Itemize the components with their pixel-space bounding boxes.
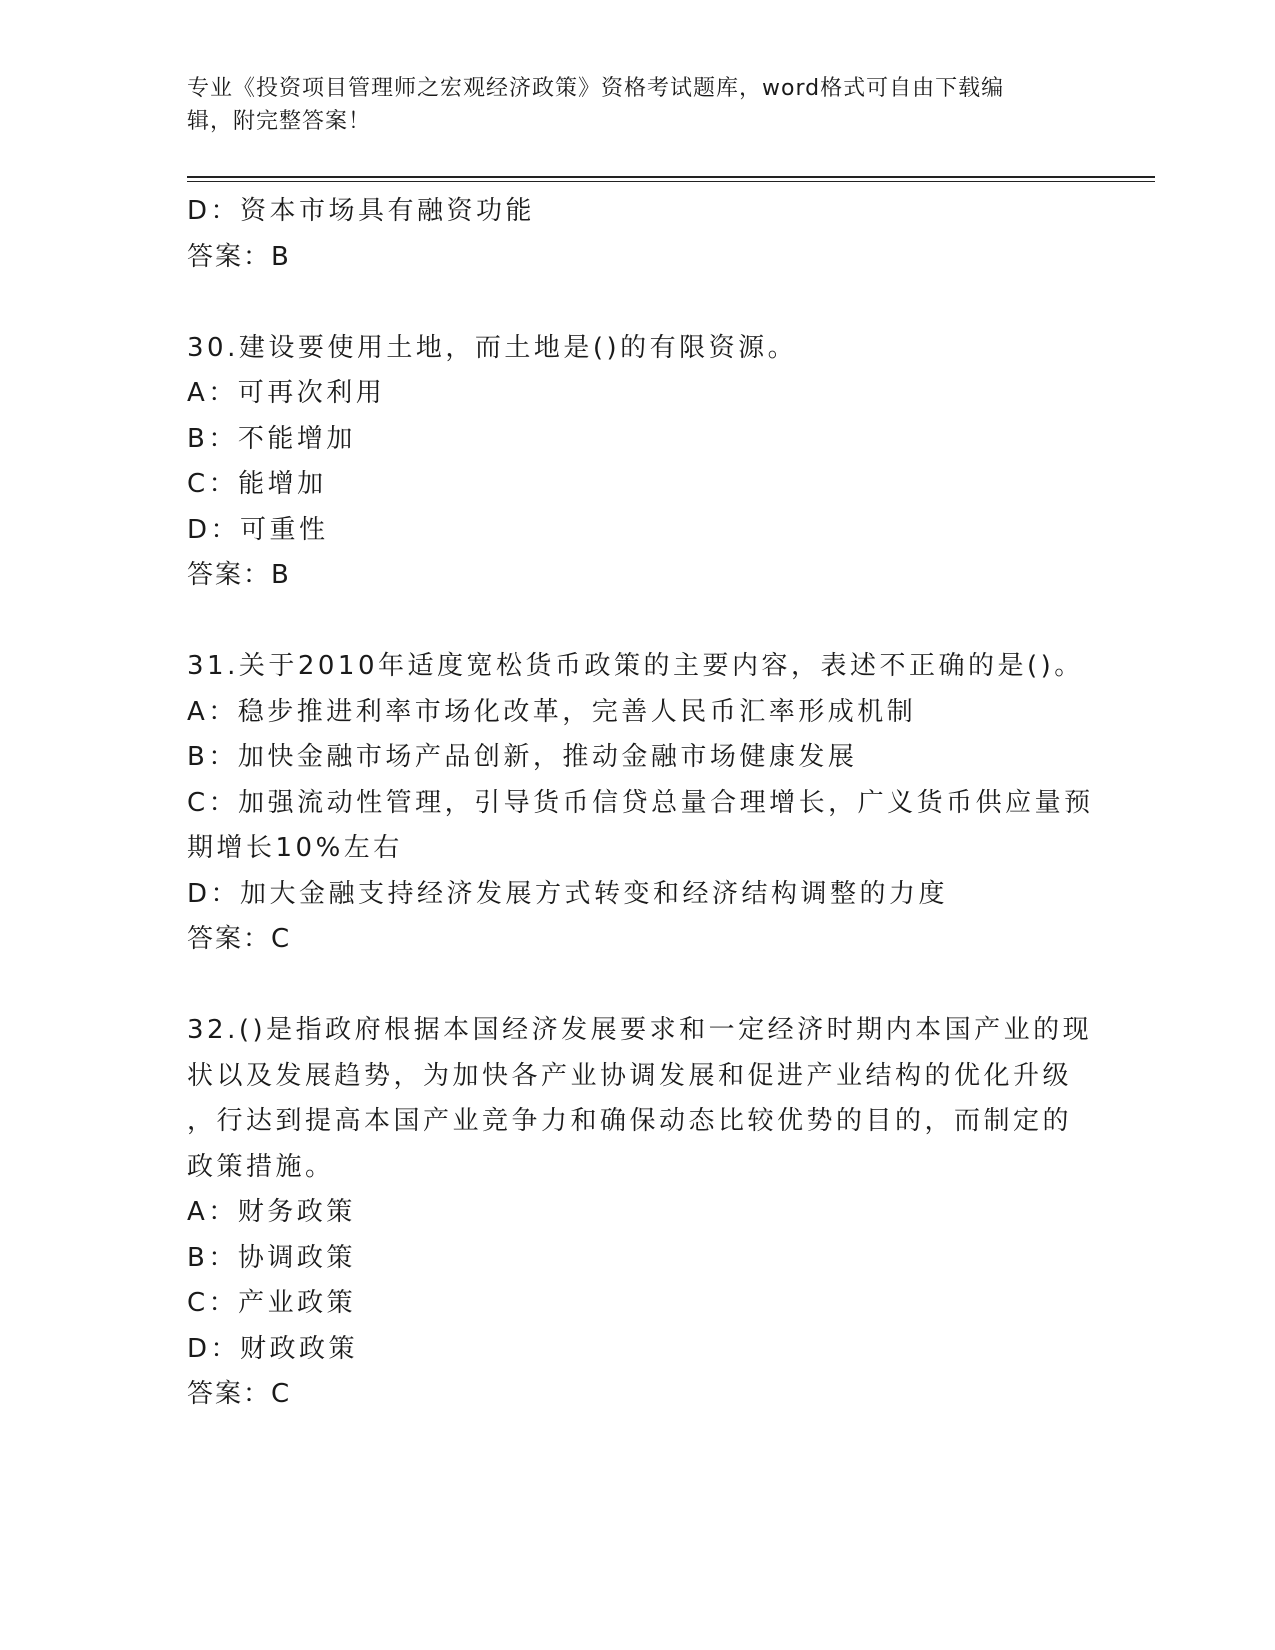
question-list <box>187 189 1094 1418</box>
question-block-29 <box>187 189 1087 280</box>
spacer <box>187 599 1087 645</box>
option-d: D：加大金融支持经济发展方式转变和经济结构调整的力度 <box>187 878 949 909</box>
header-line-1: 专业《投资项目管理师之宏观经济政策》资格考试题库，word格式可自由下载编 <box>187 76 1005 101</box>
answer-line: 答案：C <box>187 1379 292 1409</box>
document-header <box>187 72 1067 138</box>
option-c: C：能增加 <box>187 469 327 499</box>
option-c-line-2: 期增长10%左右 <box>187 833 403 863</box>
option-b: B：协调政策 <box>187 1242 356 1273</box>
option-c-line-1: C：加强流动性管理，引导货币信贷总量合理增长，广义货币供应量预 <box>187 787 1094 818</box>
spacer <box>187 280 1087 326</box>
question-stem-line-1: 32.()是指政府根据本国经济发展要求和一定经济时期内本国产业的现 <box>187 1015 1093 1045</box>
question-stem-line-3: ，行达到提高本国产业竞争力和确保动态比较优势的目的，而制定的 <box>187 1106 1073 1136</box>
option-b: B：不能增加 <box>187 423 356 454</box>
option-d: D：财政政策 <box>187 1333 359 1364</box>
header-line-2: 辑，附完整答案！ <box>187 109 372 134</box>
question-stem: 31.关于2010年适度宽松货币政策的主要内容，表述不正确的是()。 <box>187 651 1084 681</box>
option-a: A：财务政策 <box>187 1197 356 1227</box>
answer-line: 答案：B <box>187 241 291 272</box>
answer-line: 答案：B <box>187 560 291 590</box>
header-divider-thick <box>187 176 1155 178</box>
header-divider-thin <box>187 181 1155 182</box>
option-a: A：可再次利用 <box>187 378 386 408</box>
option-d: D：资本市场具有融资功能 <box>187 196 536 226</box>
spacer <box>187 963 1087 1009</box>
question-stem: 30.建设要使用土地，而土地是()的有限资源。 <box>187 332 798 363</box>
option-b: B：加快金融市场产品创新，推动金融市场健康发展 <box>187 742 858 772</box>
question-stem-line-4: 政策措施。 <box>187 1151 335 1182</box>
option-a: A：稳步推进利率市场化改革，完善人民币汇率形成机制 <box>187 696 917 727</box>
option-d: D：可重性 <box>187 514 329 545</box>
option-c: C：产业政策 <box>187 1288 357 1318</box>
question-stem-line-2: 状以及发展趋势，为加快各产业协调发展和促进产业结构的优化升级 <box>187 1060 1073 1091</box>
question-block-30 <box>187 326 1087 599</box>
question-block-32 <box>187 1008 1093 1418</box>
answer-line: 答案：C <box>187 924 292 954</box>
question-block-31 <box>187 644 1094 963</box>
